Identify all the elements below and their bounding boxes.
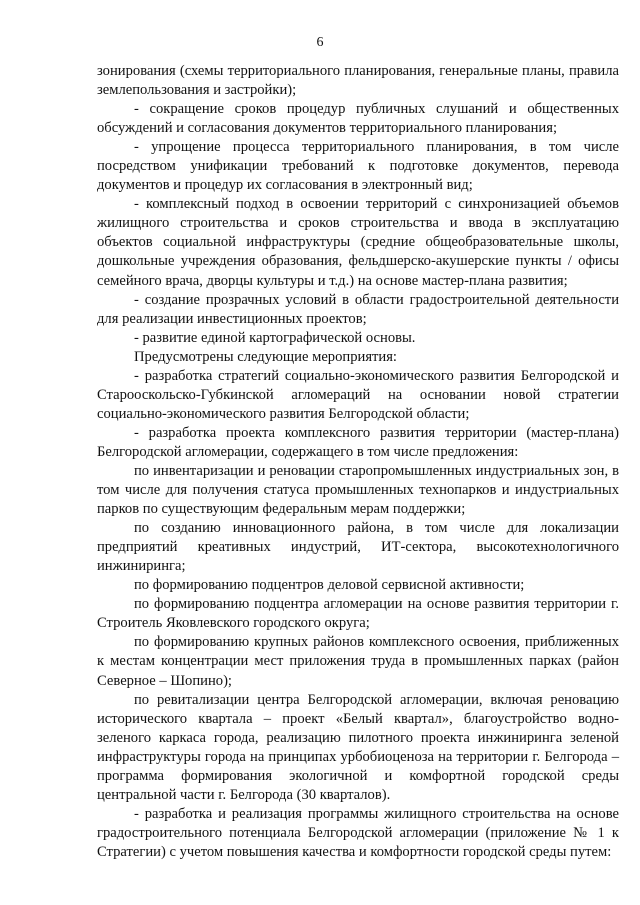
paragraph: зонирования (схемы территориального планирования, генеральные планы, правила землепользования и застройки); xyxy=(97,63,619,99)
paragraph: по созданию инновационного района, в том числе для локализации предприятий креативных индустрий, ИТ-сектора, высокотехнологичного инжиниринга; xyxy=(97,520,619,575)
paragraph: - упрощение процесса территориального планирования, в том числе посредством унификации требований к подготовке документов, перевода документов и процедур их согласования в электронный вид; xyxy=(97,139,619,194)
paragraph: - разработка проекта комплексного развития территории (мастер-плана) Белгородской агломерации, содержащего в том числе предложения: xyxy=(97,424,619,460)
paragraph: - сокращение сроков процедур публичных слушаний и общественных обсуждений и согласования документов территориального планирования; xyxy=(97,101,619,137)
paragraph: по ревитализации центра Белгородской агломерации, включая реновацию исторического квартала – проект «Белый квартал», благоустройство водно-зеленого каркаса города, реализацию пилотного проекта инжиниринга зеленой инфраструктуры города на принципах урбобиоценоза на территории г. Белгорода – программа формирования экологичной и комфортной городской среды центральной части г. Белгорода (30 кварталов). xyxy=(97,691,619,803)
paragraph: по формированию подцентра агломерации на основе развития территории г. Строитель Яковлевского городского округа; xyxy=(97,596,619,632)
paragraph: - разработка и реализация программы жилищного строительства на основе градостроительного потенциала Белгородской агломерации (приложение № 1 к Стратегии) с учетом повышения качества и комфортности городской среды путем: xyxy=(97,805,619,860)
paragraph: по формированию подцентров деловой сервисной активности; xyxy=(134,577,525,594)
paragraph: - разработка стратегий социально-экономического развития Белгородской и Старооскольско-Губкинской агломераций на основании новой стратегии социально-экономического развития Белгородской области; xyxy=(97,367,619,422)
paragraph: - развитие единой картографической основы. xyxy=(134,329,416,346)
paragraph: по инвентаризации и реновации старопромышленных индустриальных зон, в том числе для получения статуса промышленных технопарков и индустриальных парков по существующим федеральным мерам поддержки; xyxy=(97,462,619,518)
paragraph: Предусмотрены следующие мероприятия: xyxy=(134,348,397,365)
paragraph: по формированию крупных районов комплексного освоения, приближенных к местам концентрации мест приложения труда в промышленных парках (район Северное – Шопино); xyxy=(97,634,619,689)
document-body xyxy=(97,62,619,862)
page-number: 6 xyxy=(316,35,324,50)
paragraph: - комплексный подход в освоении территорий с синхронизацией объемов жилищного строительства и сроков строительства и ввода в эксплуатацию объектов социальной инфраструктуры (средние общеобразовательные школы, дошкольные учреждения образования, фельдшерско-акушерские пункты / офисы семейного врача, дворцы культуры и т.д.) на основе мастер-плана развития; xyxy=(97,196,619,289)
paragraph: - создание прозрачных условий в области градостроительной деятельности для реализации инвестиционных проектов; xyxy=(97,291,619,327)
